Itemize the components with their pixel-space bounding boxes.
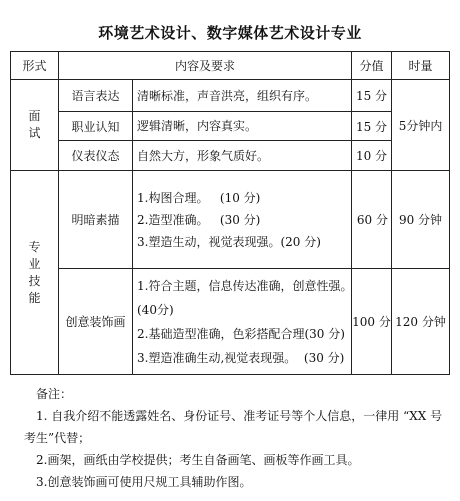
note-item: 2.画架，画纸由学校提供；考生自备画笔、画板等作画工具。 (36, 453, 360, 467)
notes-section (10, 383, 450, 493)
table-row (11, 269, 450, 375)
requirement-line: 3.塑造准确生动,视觉表现强。 (30 分) (137, 350, 345, 365)
item-requirement: 自然大方，形象气质好。 (133, 141, 352, 171)
item-score: 15 分 (352, 80, 392, 112)
table-row (11, 112, 450, 141)
header-time: 时量 (392, 52, 450, 80)
item-requirement (133, 269, 352, 375)
table-header-row (11, 52, 450, 80)
item-requirement: 逻辑清晰，内容真实。 (133, 112, 352, 141)
item-score: 15 分 (352, 112, 392, 141)
group-professional: 专 业 技 能 (11, 171, 59, 375)
item-name: 创意装饰画 (59, 269, 133, 375)
notes-heading: 备注： (36, 387, 73, 401)
exam-table (10, 51, 450, 375)
note-item: 3.创意装饰画可使用尺规工具辅助作图。 (36, 475, 252, 489)
requirement-line: 2.造型准确。 (30 分) (137, 212, 261, 227)
item-time: 120 分钟 (392, 269, 450, 375)
note-item: 1. 自我介绍不能透露姓名、身份证号、准考证号等个人信息，一律用 “XX 号 (36, 409, 443, 423)
interview-time: 5分钟内 (392, 80, 450, 171)
item-score: 100 分 (352, 269, 392, 375)
table-row (11, 80, 450, 112)
item-requirement (133, 171, 352, 269)
header-score: 分值 (352, 52, 392, 80)
item-time: 90 分钟 (392, 171, 450, 269)
item-name: 职业认知 (59, 112, 133, 141)
table-row (11, 141, 450, 171)
requirement-line: (40分) (137, 302, 174, 317)
item-name: 语言表达 (59, 80, 133, 112)
header-form: 形式 (11, 52, 59, 80)
table-row (11, 171, 450, 269)
item-name: 明暗素描 (59, 171, 133, 269)
page-title: 环境艺术设计、数字媒体艺术设计专业 (98, 24, 362, 42)
note-item: 考生”代替； (24, 431, 91, 445)
requirement-line: 3.塑造生动，视觉表现强。(20 分) (137, 234, 321, 249)
group-interview: 面 试 (11, 80, 59, 171)
item-score: 60 分 (352, 171, 392, 269)
header-content: 内容及要求 (59, 52, 352, 80)
requirement-line: 1.符合主题，信息传达准确，创意性强。 (137, 278, 353, 293)
item-score: 10 分 (352, 141, 392, 171)
item-requirement: 清晰标准，声音洪亮，组织有序。 (133, 80, 352, 112)
item-name: 仪表仪态 (59, 141, 133, 171)
requirement-line: 2.基础造型准确，色彩搭配合理(30 分) (137, 326, 345, 341)
requirement-line: 1.构图合理。 (10 分) (137, 190, 261, 205)
